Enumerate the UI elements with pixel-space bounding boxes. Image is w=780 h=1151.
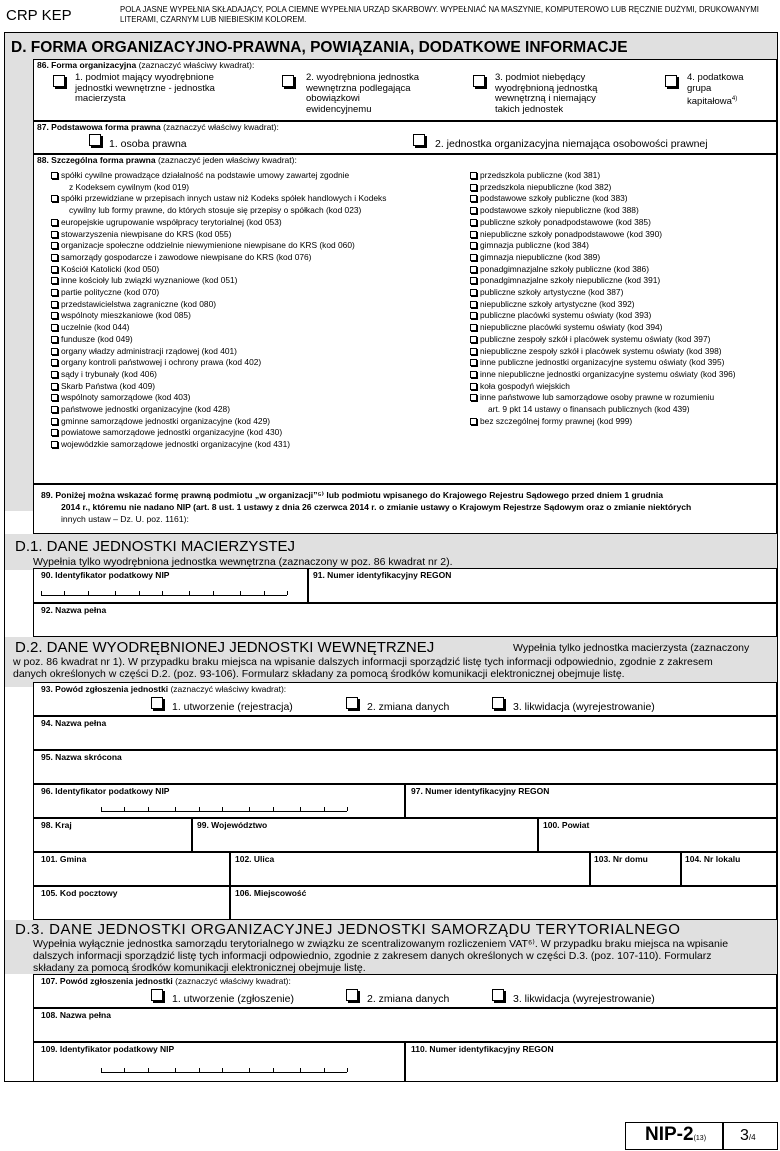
comb-tick [88,591,89,595]
field-93-label: 93. Powód zgłoszenia jednostki (zaznaczyć właściwy kwadrat): [41,684,287,694]
field-98-label: 98. Kraj [41,820,72,830]
comb-tick [41,591,42,595]
f88-left-label: gminne samorządowe jednostki organizacyjne (kod 429) [61,415,271,426]
f88-right-label: niepubliczne szkoły ponadpodstawowe (kod 390) [480,228,663,239]
f88-right-checkbox[interactable] [470,394,477,401]
f88-left-label: spółki przewidziane w przepisach innych ustaw niż Kodeks spółek handlowych i Kodeks [61,193,387,204]
nip-comb-109 [101,1067,347,1073]
f88-left-checkbox[interactable] [51,371,58,378]
comb-tick [124,807,125,811]
f88-left-label: organy władzy administracji rządowej (kod 401) [61,345,237,356]
f88-right-checkbox[interactable] [470,324,477,331]
f88-right-checkbox[interactable] [470,231,477,238]
f86-option-1-checkbox[interactable] [53,75,65,87]
f88-right-label: przedszkola niepubliczne (kod 382) [480,181,612,192]
f93-option-1-label: 1. utworzenie (rejestracja) [172,701,293,713]
f88-right-option [470,346,736,358]
field-105-label: 105. Kod pocztowy [41,888,118,898]
page-number: 3/4 [740,1127,756,1144]
f88-right-checkbox[interactable] [470,277,477,284]
f88-left-option [51,369,386,381]
section-d3-title: D.3. DANE JEDNOSTKI ORGANIZACYJNEJ JEDNOSTKI SAMORZĄDU TERYTORIALNEGO [15,921,681,938]
f88-left-checkbox[interactable] [51,289,58,296]
f88-left-label: partie polityczne (kod 070) [61,287,160,298]
form-code: NIP-2(13) [645,1124,707,1145]
f88-right-label: inne publiczne jednostki organizacyjne systemu oświaty (kod 395) [480,357,725,368]
f88-right-option [470,170,736,182]
f88-left-label: spółki cywilne prowadzące działalność na podstawie umowy zawartej zgodnie [61,170,350,180]
f88-right-label: gimnazja publiczne (kod 384) [480,240,589,251]
field-102-box[interactable] [230,852,590,886]
f88-left-option [51,252,386,264]
f86-option-2-checkbox[interactable] [282,75,294,87]
f88-left-label: sądy i trybunały (kod 406) [61,368,157,379]
f88-right-option [470,240,736,252]
f88-right-checkbox[interactable] [470,219,477,226]
field-89-line3: innych ustaw – Dz. U. poz. 1161): [61,514,189,524]
f88-right-label: koła gospodyń wiejskich [480,380,570,391]
field-100-label: 100. Powiat [543,820,590,830]
f88-left-checkbox[interactable] [51,242,58,249]
f88-right-checkbox[interactable] [470,266,477,273]
field-94-label: 94. Nazwa pełna [41,718,107,728]
comb-tick [222,1068,223,1072]
f88-right-option [470,310,736,322]
f88-left-option [51,381,386,393]
f88-right-option [470,369,736,381]
field-88-label: 88. Szczególna forma prawna (zaznaczyć jeden właściwy kwadrat): [37,155,297,165]
section-d3-desc2: dalszych informacji sporządzić listę tych informacji odpowiednio, zgodnie z zakresem danych określonych w części D.3. (poz. 107-110). Formularz [33,950,712,962]
f88-right-checkbox[interactable] [470,195,477,202]
f88-left-option [51,334,386,346]
f88-right-option [470,381,736,393]
f93-option-3-label: 3. likwidacja (wyrejestrowanie) [513,701,655,713]
f88-right-checkbox[interactable] [470,359,477,366]
comb-tick [101,807,102,811]
f88-right-label: niepubliczne szkoły artystyczne (kod 392) [480,298,635,309]
f88-right-label: niepubliczne placówki systemu oświaty (kod 394) [480,322,663,333]
f88-left-checkbox[interactable] [51,231,58,238]
f88-left-label: europejskie ugrupowanie współpracy terytorialnej (kod 053) [61,216,282,227]
comb-tick [148,807,149,811]
field-109-label: 109. Identyfikator podatkowy NIP [41,1044,175,1054]
section-d2-desc2: w poz. 86 kwadrat nr 1). W przypadku braku miejsca na wpisanie dalszych informacji sporządzić listę tych informacji odpowiednio, zgodnie z zakresem [13,656,713,668]
f88-right-label: bez szczególnej formy prawnej (kod 999) [480,415,633,426]
f88-left-checkbox[interactable] [51,219,58,226]
f88-left-label: stowarzyszenia niewpisane do KRS (kod 055) [61,228,232,239]
field-102-label: 102. Ulica [235,854,275,864]
f86-option-3-label: 3. podmiot niebędący wyodrębnioną jednostką wewnętrzną i niemający takich jednostek [495,72,598,115]
field-92-box[interactable] [33,603,777,637]
comb-tick [115,591,116,595]
f88-left-option [51,193,386,205]
section-d2-desc3: danych określonych w części D.2. (poz. 93-106). Formularz składany za pomocą środków komunikacji elektronicznej obejmuje listę. [13,668,625,680]
field-91-label: 91. Numer identyfikacyjny REGON [313,570,452,580]
f88-right-option [470,392,736,404]
f88-right-option [470,322,736,334]
field-101-label: 101. Gmina [41,854,87,864]
f88-left-option [51,322,386,334]
field-97-label: 97. Numer identyfikacyjny REGON [411,786,550,796]
section-d1-description: Wypełnia tylko wyodrębniona jednostka wewnętrzna (zaznaczony w poz. 86 kwadrat nr 2). [33,556,453,568]
f107-option-2-label: 2. zmiana danych [367,993,450,1005]
f88-right-checkbox[interactable] [470,336,477,343]
field-86-label: 86. Forma organizacyjna (zaznaczyć właściwy kwadrat): [37,60,255,70]
field-94-box[interactable] [33,716,777,750]
comb-tick [240,591,241,595]
field-108-label: 108. Nazwa pełna [41,1010,111,1020]
comb-tick [249,807,250,811]
f88-right-checkbox[interactable] [470,348,477,355]
f88-left-checkbox[interactable] [51,266,58,273]
f88-right-checkbox[interactable] [470,254,477,261]
f88-right-checkbox[interactable] [470,312,477,319]
f87-option-1-checkbox[interactable] [89,134,101,146]
f88-right-option [470,416,736,428]
f88-right-checkbox[interactable] [470,172,477,179]
nip-comb-96 [101,806,347,812]
f88-left-checkbox[interactable] [51,172,58,179]
comb-tick [124,1068,125,1072]
f88-right-option [470,334,736,346]
f93-option-2-label: 2. zmiana danych [367,701,450,713]
f88-right-option [470,205,736,217]
f88-left-option [51,392,386,404]
field-108-box[interactable] [33,1008,777,1042]
f88-left-option [51,229,386,241]
comb-tick [199,807,200,811]
f88-left-label: Kościół Katolicki (kod 050) [61,263,160,274]
field-103-label: 103. Nr domu [594,854,648,864]
f88-right-checkbox[interactable] [470,242,477,249]
comb-tick [175,807,176,811]
f88-right-checkbox[interactable] [470,418,477,425]
f88-right-option [470,252,736,264]
f88-left-option [51,275,386,287]
comb-tick [162,591,163,595]
f88-left-label: organizacje społeczne oddzielnie niewymienione niewpisane do KRS (kod 060) [61,240,355,251]
f86-option-3-checkbox[interactable] [473,75,485,87]
f107-option-1-label: 1. utworzenie (zgłoszenie) [172,993,294,1005]
field-95-box[interactable] [33,750,777,784]
comb-tick [213,591,214,595]
f88-left-option-continuation: cywilny lub formy prawne, do których stosuje się przepisy o spółkach (kod 023) [69,205,362,216]
f88-right-label: ponadgimnazjalne szkoły niepubliczne (kod 391) [480,275,661,286]
comb-tick [287,591,288,595]
f88-left-label: wspólnoty samorządowe (kod 403) [61,392,191,403]
f88-left-checkbox[interactable] [51,301,58,308]
field-96-label: 96. Identyfikator podatkowy NIP [41,786,170,796]
field-92-label: 92. Nazwa pełna [41,605,107,615]
footer-divider [722,1122,724,1150]
f107-option-3-checkbox[interactable] [492,989,504,1001]
f93-option-2-checkbox[interactable] [346,697,358,709]
comb-tick [273,1068,274,1072]
f86-option-4-label: 4. podatkowa grupa kapitałowa$^{4)}$ [687,72,744,108]
comb-tick [64,591,65,595]
field-110-label: 110. Numer identyfikacyjny REGON [411,1044,554,1054]
f88-right-label: inne państwowe lub samorządowe osoby prawne w rozumieniu [480,392,715,403]
f88-left-option [51,264,386,276]
comb-tick [324,1068,325,1072]
f88-left-checkbox[interactable] [51,336,58,343]
f88-left-option [51,416,386,428]
f88-left-option [51,439,386,451]
f88-left-option [51,357,386,369]
f88-left-option [51,404,386,416]
section-d2-title: D.2. DANE WYODRĘBNIONEJ JEDNOSTKI WEWNĘTRZNEJ [15,639,435,656]
f87-option-1-label: 1. osoba prawna [109,138,187,150]
comb-tick [189,591,190,595]
f88-right-option [470,357,736,369]
f88-left-label: państwowe jednostki organizacyjne (kod 428) [61,404,230,415]
field-104-label: 104. Nr lokalu [685,854,741,864]
comb-tick [199,1068,200,1072]
f93-option-3-checkbox[interactable] [492,697,504,709]
f107-option-3-label: 3. likwidacja (wyrejestrowanie) [513,993,655,1005]
section-d3-desc3: składany za pomocą środków komunikacji elektronicznej obejmuje listę. [33,962,366,974]
f107-option-2-checkbox[interactable] [346,989,358,1001]
comb-tick [300,807,301,811]
f88-right-checkbox[interactable] [470,301,477,308]
section-d3-desc1: Wypełnia wyłącznie jednostka samorządu terytorialnego w związku ze scentralizowanym rozliczeniem VAT⁶⁾. W przypadku braku miejsca na wpisanie [33,938,729,950]
f88-left-checkbox[interactable] [51,312,58,319]
field-87-label: 87. Podstawowa forma prawna (zaznaczyć właściwy kwadrat): [37,122,279,132]
f88-right-checkbox[interactable] [470,383,477,390]
form-page [4,32,778,1082]
field-95-label: 95. Nazwa skrócona [41,752,122,762]
f93-option-1-checkbox[interactable] [151,697,163,709]
f88-right-label: inne niepubliczne jednostki organizacyjne systemu oświaty (kod 396) [480,368,736,379]
f86-option-4-checkbox[interactable] [665,75,677,87]
f107-option-1-checkbox[interactable] [151,989,163,1001]
section-d-title: D. FORMA ORGANIZACYJNO-PRAWNA, POWIĄZANIA, DODATKOWE INFORMACJE [11,39,628,56]
comb-tick [249,1068,250,1072]
f88-left-checkbox[interactable] [51,359,58,366]
f88-left-option [51,287,386,299]
f88-left-label: przedstawicielstwa zagraniczne (kod 080) [61,298,217,309]
f88-left-option [51,346,386,358]
f88-left-label: fundusze (kod 049) [61,333,133,344]
f88-left-label: samorządy gospodarcze i zawodowe niewpisane do KRS (kod 076) [61,251,312,262]
f88-left-label: inne kościoły lub związki wyznaniowe (kod 051) [61,275,238,286]
f88-left-label: wojewódzkie samorządowe jednostki organizacyjne (kod 431) [61,439,291,450]
f88-left-option-continuation: z Kodeksem cywilnym (kod 019) [69,181,190,192]
f88-right-label: publiczne szkoły ponadpodstawowe (kod 385) [480,216,651,227]
f88-left-label: uczelnie (kod 044) [61,322,130,333]
f86-option-1-label: 1. podmiot mający wyodrębnione jednostki wewnętrzne - jednostka macierzysta [75,72,215,104]
f88-left-checkbox[interactable] [51,383,58,390]
f88-right-option [470,193,736,205]
comb-tick [300,1068,301,1072]
f88-right-label: publiczne placówki systemu oświaty (kod 393) [480,310,652,321]
f88-left-option [51,240,386,252]
f88-right-label: podstawowe szkoły niepubliczne (kod 388) [480,205,639,216]
f88-right-label: ponadgimnazjalne szkoły publiczne (kod 386) [480,263,649,274]
field-90-label: 90. Identyfikator podatkowy NIP [41,570,170,580]
f88-right-label: publiczne zespoły szkół i placówek systemu oświaty (kod 397) [480,333,711,344]
comb-tick [139,591,140,595]
f88-left-option [51,427,386,439]
comb-tick [222,807,223,811]
f88-right-checkbox[interactable] [470,289,477,296]
comb-tick [347,807,348,811]
f88-left-label: organy kontroli państwowej i ochrony prawa (kod 402) [61,357,262,368]
f88-left-checkbox[interactable] [51,429,58,436]
f88-left-checkbox[interactable] [51,277,58,284]
f88-right-label: publiczne szkoły artystyczne (kod 387) [480,287,624,298]
field-89-line2: 2014 r., któremu nie nadano NIP (art. 8 ust. 1 ustawy z dnia 26 czerwca 2014 r. o zmianie ustawy o Krajowym Rejestrze Sądowym oraz o zmianie niektórych [61,502,692,512]
f88-left-checkbox[interactable] [51,418,58,425]
comb-tick [273,807,274,811]
section-d1-title: D.1. DANE JEDNOSTKI MACIERZYSTEJ [15,538,296,555]
f88-left-option [51,170,386,182]
f88-left-checkbox[interactable] [51,394,58,401]
f88-right-checkbox[interactable] [470,207,477,214]
field-106-box[interactable] [230,886,777,920]
f88-left-label: Skarb Państwa (kod 409) [61,380,156,391]
comb-tick [101,1068,102,1072]
comb-tick [175,1068,176,1072]
filling-instructions: POLA JASNE WYPEŁNIA SKŁADAJĄCY, POLA CIEMNE WYPEŁNIA URZĄD SKARBOWY. WYPEŁNIAĆ NA MASZYNIE, KOMPUTEROWO LUB RĘCZNIE DUŻYMI, DRUKOWANYMI LITERAMI, CZARNYM LUB NIEBIESKIM KOLOREM. [120,5,759,24]
f88-right-checkbox[interactable] [470,371,477,378]
f88-right-label: niepubliczne zespoły szkół i placówek systemu oświaty (kod 398) [480,345,722,356]
crp-kep-label: CRP KEP [6,7,72,24]
f88-left-option [51,217,386,229]
f88-left-option [51,299,386,311]
f88-right-option [470,229,736,241]
f87-option-2-label: 2. jednostka organizacyjna niemająca osobowości prawnej [435,138,708,150]
f88-right-option [470,299,736,311]
f88-left-option [51,310,386,322]
f88-right-label: podstawowe szkoły publiczne (kod 383) [480,193,628,204]
f88-right-label: przedszkola publiczne (kod 381) [480,170,601,180]
field-107-label: 107. Powód zgłoszenia jednostki (zaznaczyć właściwy kwadrat): [41,976,291,986]
field-89-line1: 89. Poniżej można wskazać formę prawną podmiotu „w organizacji”⁵⁾ lub podmiotu wpisanego do Krajowego Rejestru Sądowego przed dniem 1 grudnia [41,490,664,500]
f88-left-checkbox[interactable] [51,406,58,413]
f88-right-option [470,264,736,276]
f88-right-option-continuation: art. 9 pkt 14 ustawy o finansach publicznych (kod 439) [488,404,690,415]
comb-tick [264,591,265,595]
f88-right-option [470,275,736,287]
comb-tick [148,1068,149,1072]
f88-right-option [470,217,736,229]
comb-tick [324,807,325,811]
f88-left-label: powiatowe samorządowe jednostki organizacyjne (kod 430) [61,427,283,438]
field-106-label: 106. Miejscowość [235,888,307,898]
f88-right-checkbox[interactable] [470,184,477,191]
f88-right-option [470,182,736,194]
f88-left-options [51,170,386,451]
f88-left-checkbox[interactable] [51,195,58,202]
f88-left-checkbox[interactable] [51,348,58,355]
field-99-label: 99. Województwo [197,820,268,830]
f88-right-options [470,170,736,427]
f88-left-checkbox[interactable] [51,324,58,331]
comb-tick [347,1068,348,1072]
f87-option-2-checkbox[interactable] [413,134,425,146]
f88-right-option [470,287,736,299]
nip-comb-90 [41,590,287,596]
f88-right-label: gimnazja niepubliczne (kod 389) [480,251,601,262]
f88-left-checkbox[interactable] [51,441,58,448]
section-d2-desc1: Wypełnia tylko jednostka macierzysta (zaznaczony [513,642,750,654]
f86-option-2-label: 2. wyodrębniona jednostka wewnętrzna podlegająca obowiązkowi ewidencyjnemu [306,72,420,115]
f88-left-checkbox[interactable] [51,254,58,261]
f88-left-label: wspólnoty mieszkaniowe (kod 085) [61,310,191,321]
